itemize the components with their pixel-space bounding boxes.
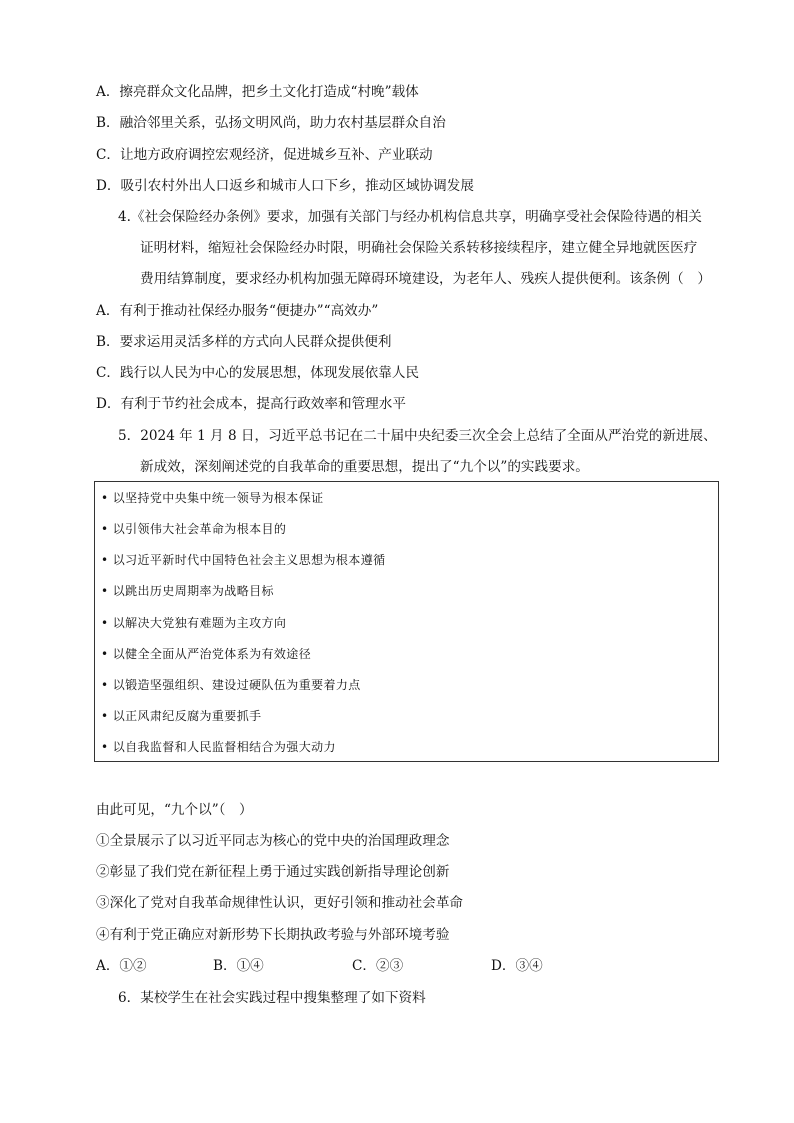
- q5-choice-b: B．①④: [213, 958, 264, 974]
- q4-stem-line-2: 证明材料，缩短社会保险经办时限，明确社会保险关系转移接续程序，建立健全异地就医医疗: [140, 240, 698, 256]
- q5-statement-4: ④有利于党正确应对新形势下长期执政考验与外部环境考验: [96, 927, 450, 943]
- q5-statement-3: ③深化了党对自我革命规律性认识，更好引领和推动社会革命: [96, 895, 464, 911]
- box-item-1: • 以坚持党中央集中统一领导为根本保证: [101, 491, 324, 505]
- q3-option-a: A．擦亮群众文化品牌，把乡土文化打造成“村晚”载体: [96, 84, 419, 100]
- q6-stem: 6．某校学生在社会实践过程中搜集整理了如下资料: [118, 990, 426, 1006]
- box-item-6: • 以健全全面从严治党体系为有效途径: [101, 647, 312, 661]
- q4-option-c: C．践行以人民为中心的发展思想，体现发展依靠人民: [96, 365, 420, 381]
- q3-option-d: D．吸引农村外出人口返乡和城市人口下乡，推动区域协调发展: [96, 178, 474, 194]
- q4-stem-line-1: 4.《社会保险经办条例》要求，加强有关部门与经办机构信息共享，明确享受社会保险待遇的相关: [118, 209, 702, 225]
- box-item-8: • 以正风肃纪反腐为重要抓手: [101, 709, 262, 723]
- q5-stem-line-1: 5．2024 年 1 月 8 日，习近平总书记在二十届中央纪委三次全会上总结了全面从严治党的新进展、: [118, 428, 717, 444]
- q4-option-d: D．有利于节约社会成本，提高行政效率和管理水平: [96, 396, 406, 412]
- q5-question: 由此可见，“九个以”（ ）: [96, 802, 253, 818]
- q5-choice-c: C．②③: [352, 958, 404, 974]
- nine-requirements-box: [94, 481, 719, 762]
- q5-stem-line-2: 新成效，深刻阐述党的自我革命的重要思想，提出了“九个以”的实践要求。: [140, 459, 589, 475]
- q4-option-b: B．要求运用灵活多样的方式向人民群众提供便利: [96, 334, 392, 350]
- q4-stem-line-3: 费用结算制度，要求经办机构加强无障碍环境建设，为老年人、残疾人提供便利。该条例（ ）: [140, 271, 711, 287]
- box-item-4: • 以跳出历史周期率为战略目标: [101, 584, 274, 598]
- q3-option-c: C．让地方政府调控宏观经济，促进城乡互补、产业联动: [96, 147, 433, 163]
- q5-choices: [96, 956, 616, 976]
- box-item-3: • 以习近平新时代中国特色社会主义思想为根本遵循: [101, 553, 386, 567]
- box-item-2: • 以引领伟大社会革命为根本目的: [101, 522, 287, 536]
- q5-choice-d: D．③④: [491, 958, 543, 974]
- q5-choice-a: A．①②: [96, 958, 147, 974]
- q5-statement-1: ①全景展示了以习近平同志为核心的党中央的治国理政理念: [96, 833, 450, 849]
- box-item-9: • 以自我监督和人民监督相结合为强大动力: [101, 740, 336, 754]
- box-item-5: • 以解决大党独有难题为主攻方向: [101, 616, 287, 630]
- q4-option-a: A．有利于推动社保经办服务“便捷办”“高效办”: [96, 303, 379, 319]
- box-item-7: • 以锻造坚强组织、建设过硬队伍为重要着力点: [101, 678, 361, 692]
- q5-statement-2: ②彰显了我们党在新征程上勇于通过实践创新指导理论创新: [96, 864, 450, 880]
- q3-option-b: B．融洽邻里关系，弘扬文明风尚，助力农村基层群众自治: [96, 115, 446, 131]
